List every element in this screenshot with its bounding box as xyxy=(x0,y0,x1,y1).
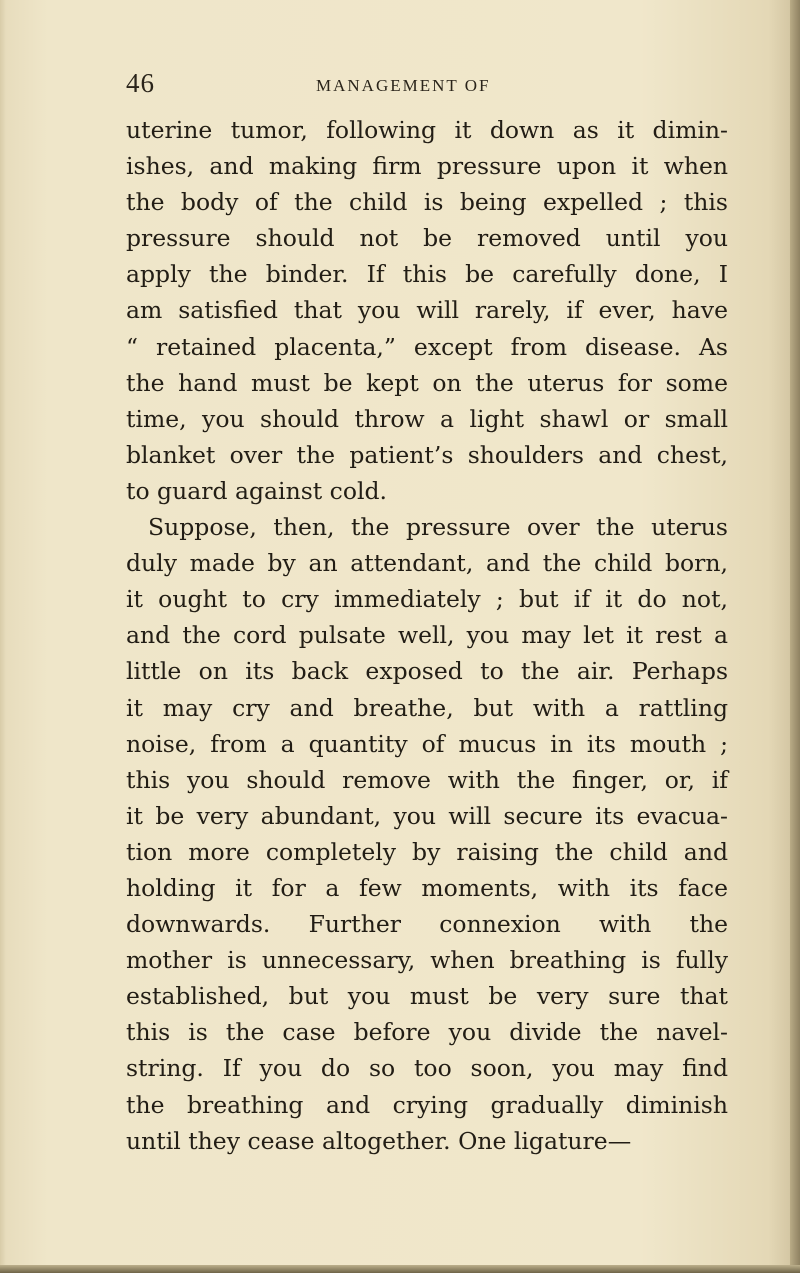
text-line: apply the binder. If this be carefully done, I xyxy=(126,260,728,289)
page-gutter-shadow xyxy=(0,0,6,1273)
text-line: it be very abundant, you will secure its evacua- xyxy=(126,801,728,830)
text-line: duly made by an attendant, and the child born, xyxy=(126,549,728,578)
text-line: downwards. Further connexion with the xyxy=(126,910,728,939)
text-line: tion more completely by raising the child and xyxy=(126,837,728,866)
text-line: and the cord pulsate well, you may let it rest a xyxy=(126,621,728,650)
text-line: mother is unnecessary, when breathing is fully xyxy=(126,946,728,975)
page-right-edge xyxy=(790,0,800,1273)
page-bottom-edge xyxy=(0,1265,800,1273)
text-line: it may cry and breathe, but with a rattling xyxy=(126,693,728,722)
running-head: MANAGEMENT OF xyxy=(316,76,491,95)
text-line: established, but you must be very sure that xyxy=(126,982,728,1011)
text-line: little on its back exposed to the air. Perhaps xyxy=(126,657,728,686)
text-line: this is the case before you divide the navel- xyxy=(126,1018,728,1047)
text-line: this you should remove with the finger, or, if xyxy=(126,765,728,794)
text-line: until they cease altogether. One ligature— xyxy=(126,1126,632,1155)
text-line: holding it for a few moments, with its face xyxy=(126,873,728,902)
text-line: am satisfied that you will rarely, if ever, have xyxy=(126,296,728,325)
text-line: the hand must be kept on the uterus for some xyxy=(126,368,728,397)
text-line: to guard against cold. xyxy=(126,476,388,505)
text-line: “ retained placenta,” except from disease. As xyxy=(126,332,728,361)
text-line: pressure should not be removed until you xyxy=(126,224,728,253)
text-line: ishes, and making firm pressure upon it when xyxy=(126,152,728,181)
text-line: the breathing and crying gradually diminish xyxy=(126,1090,728,1119)
text-line: the body of the child is being expelled ; this xyxy=(126,188,728,217)
text-line: noise, from a quantity of mucus in its mouth ; xyxy=(126,729,728,758)
text-line: Suppose, then, the pressure over the uterus xyxy=(148,513,728,542)
page-header xyxy=(126,68,726,100)
body-text xyxy=(126,112,728,1159)
text-line: time, you should throw a light shawl or small xyxy=(126,404,728,433)
text-line: blanket over the patient’s shoulders and chest, xyxy=(126,440,728,469)
text-line: it ought to cry immediately ; but if it do not, xyxy=(126,585,728,614)
text-line: string. If you do so too soon, you may find xyxy=(126,1054,728,1083)
page-number: 46 xyxy=(126,68,155,98)
text-line: uterine tumor, following it down as it dimin- xyxy=(126,116,728,144)
